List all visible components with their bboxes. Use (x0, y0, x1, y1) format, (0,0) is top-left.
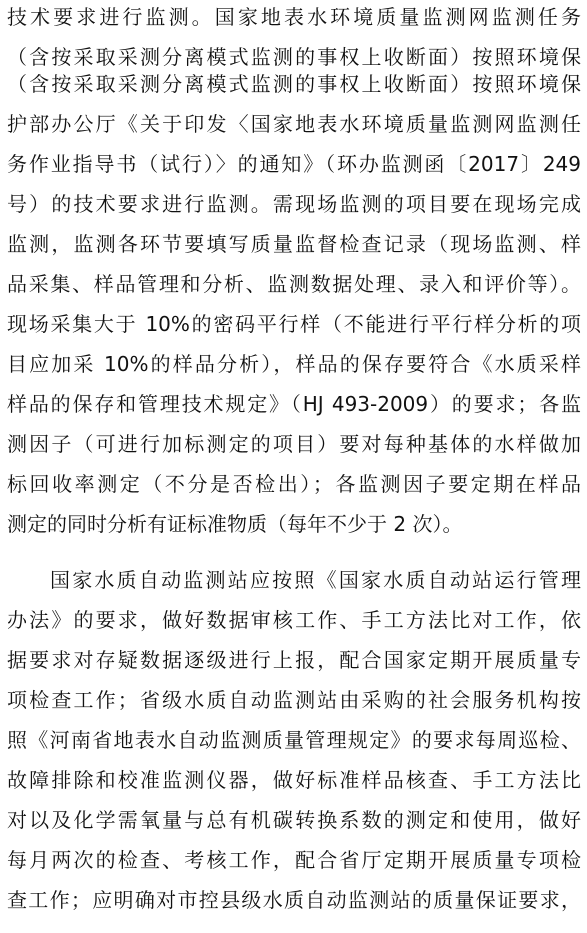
text-line: 对以及化学需氧量与总有机碳转换系数的测定和使用，做好 (7, 808, 581, 832)
text-line: 办法》的要求，做好数据审核工作、手工方法比对工作，依 (7, 608, 581, 632)
text-line: 测因子（可进行加标测定的项目）要对每种基体的水样做加 (7, 432, 581, 456)
text-line: 测定的同时分析有证标准物质（每年不少于 2 次）。 (7, 512, 463, 536)
text-line: 样品的保存和管理技术规定》（HJ 493-2009）的要求；各监 (7, 392, 581, 416)
text-line: （含按采取采测分离模式监测的事权上收断面）按照环境保 (7, 72, 581, 96)
text-line: 目应加采 10%的样品分析），样品的保存要符合《水质采样 (7, 352, 581, 376)
text-line: 每月两次的检查、考核工作，配合省厅定期开展质量专项检 (7, 848, 581, 872)
text-line: 号）的技术要求进行监测。需现场监测的项目要在现场完成 (7, 192, 581, 216)
text-line: 标回收率测定（不分是否检出）；各监测因子要定期在样品 (7, 472, 581, 496)
text-line: 品采集、样品管理和分析、监测数据处理、录入和评价等）。 (7, 272, 581, 296)
text-line: （含按采取采测分离模式监测的事权上收断面）按照环境保 (7, 45, 581, 69)
text-line: 务作业指导书（试行）〉的通知》（环办监测函〔2017〕249 (7, 152, 581, 176)
text-line: 技术要求进行监测。国家地表水环境质量监测网监测任务 (7, 5, 581, 29)
text-line: 据要求对存疑数据逐级进行上报，配合国家定期开展质量专 (7, 648, 581, 672)
text-line: 查工作；应明确对市控县级水质自动监测站的质量保证要求， (7, 888, 581, 912)
text-line: 故障排除和校准监测仪器，做好标准样品核查、手工方法比 (7, 768, 581, 792)
text-line: 监测，监测各环节要填写质量监督检查记录（现场监测、样 (7, 232, 581, 256)
text-line: 照《河南省地表水自动监测质量管理规定》的要求每周巡检、 (7, 728, 581, 752)
text-line: 项检查工作；省级水质自动监测站由采购的社会服务机构按 (7, 688, 581, 712)
text-line: 现场采集大于 10%的密码平行样（不能进行平行样分析的项 (7, 312, 581, 336)
text-line: 国家水质自动监测站应按照《国家水质自动站运行管理 (50, 568, 581, 592)
text-line: 护部办公厅《关于印发〈国家地表水环境质量监测网监测任 (7, 112, 581, 136)
